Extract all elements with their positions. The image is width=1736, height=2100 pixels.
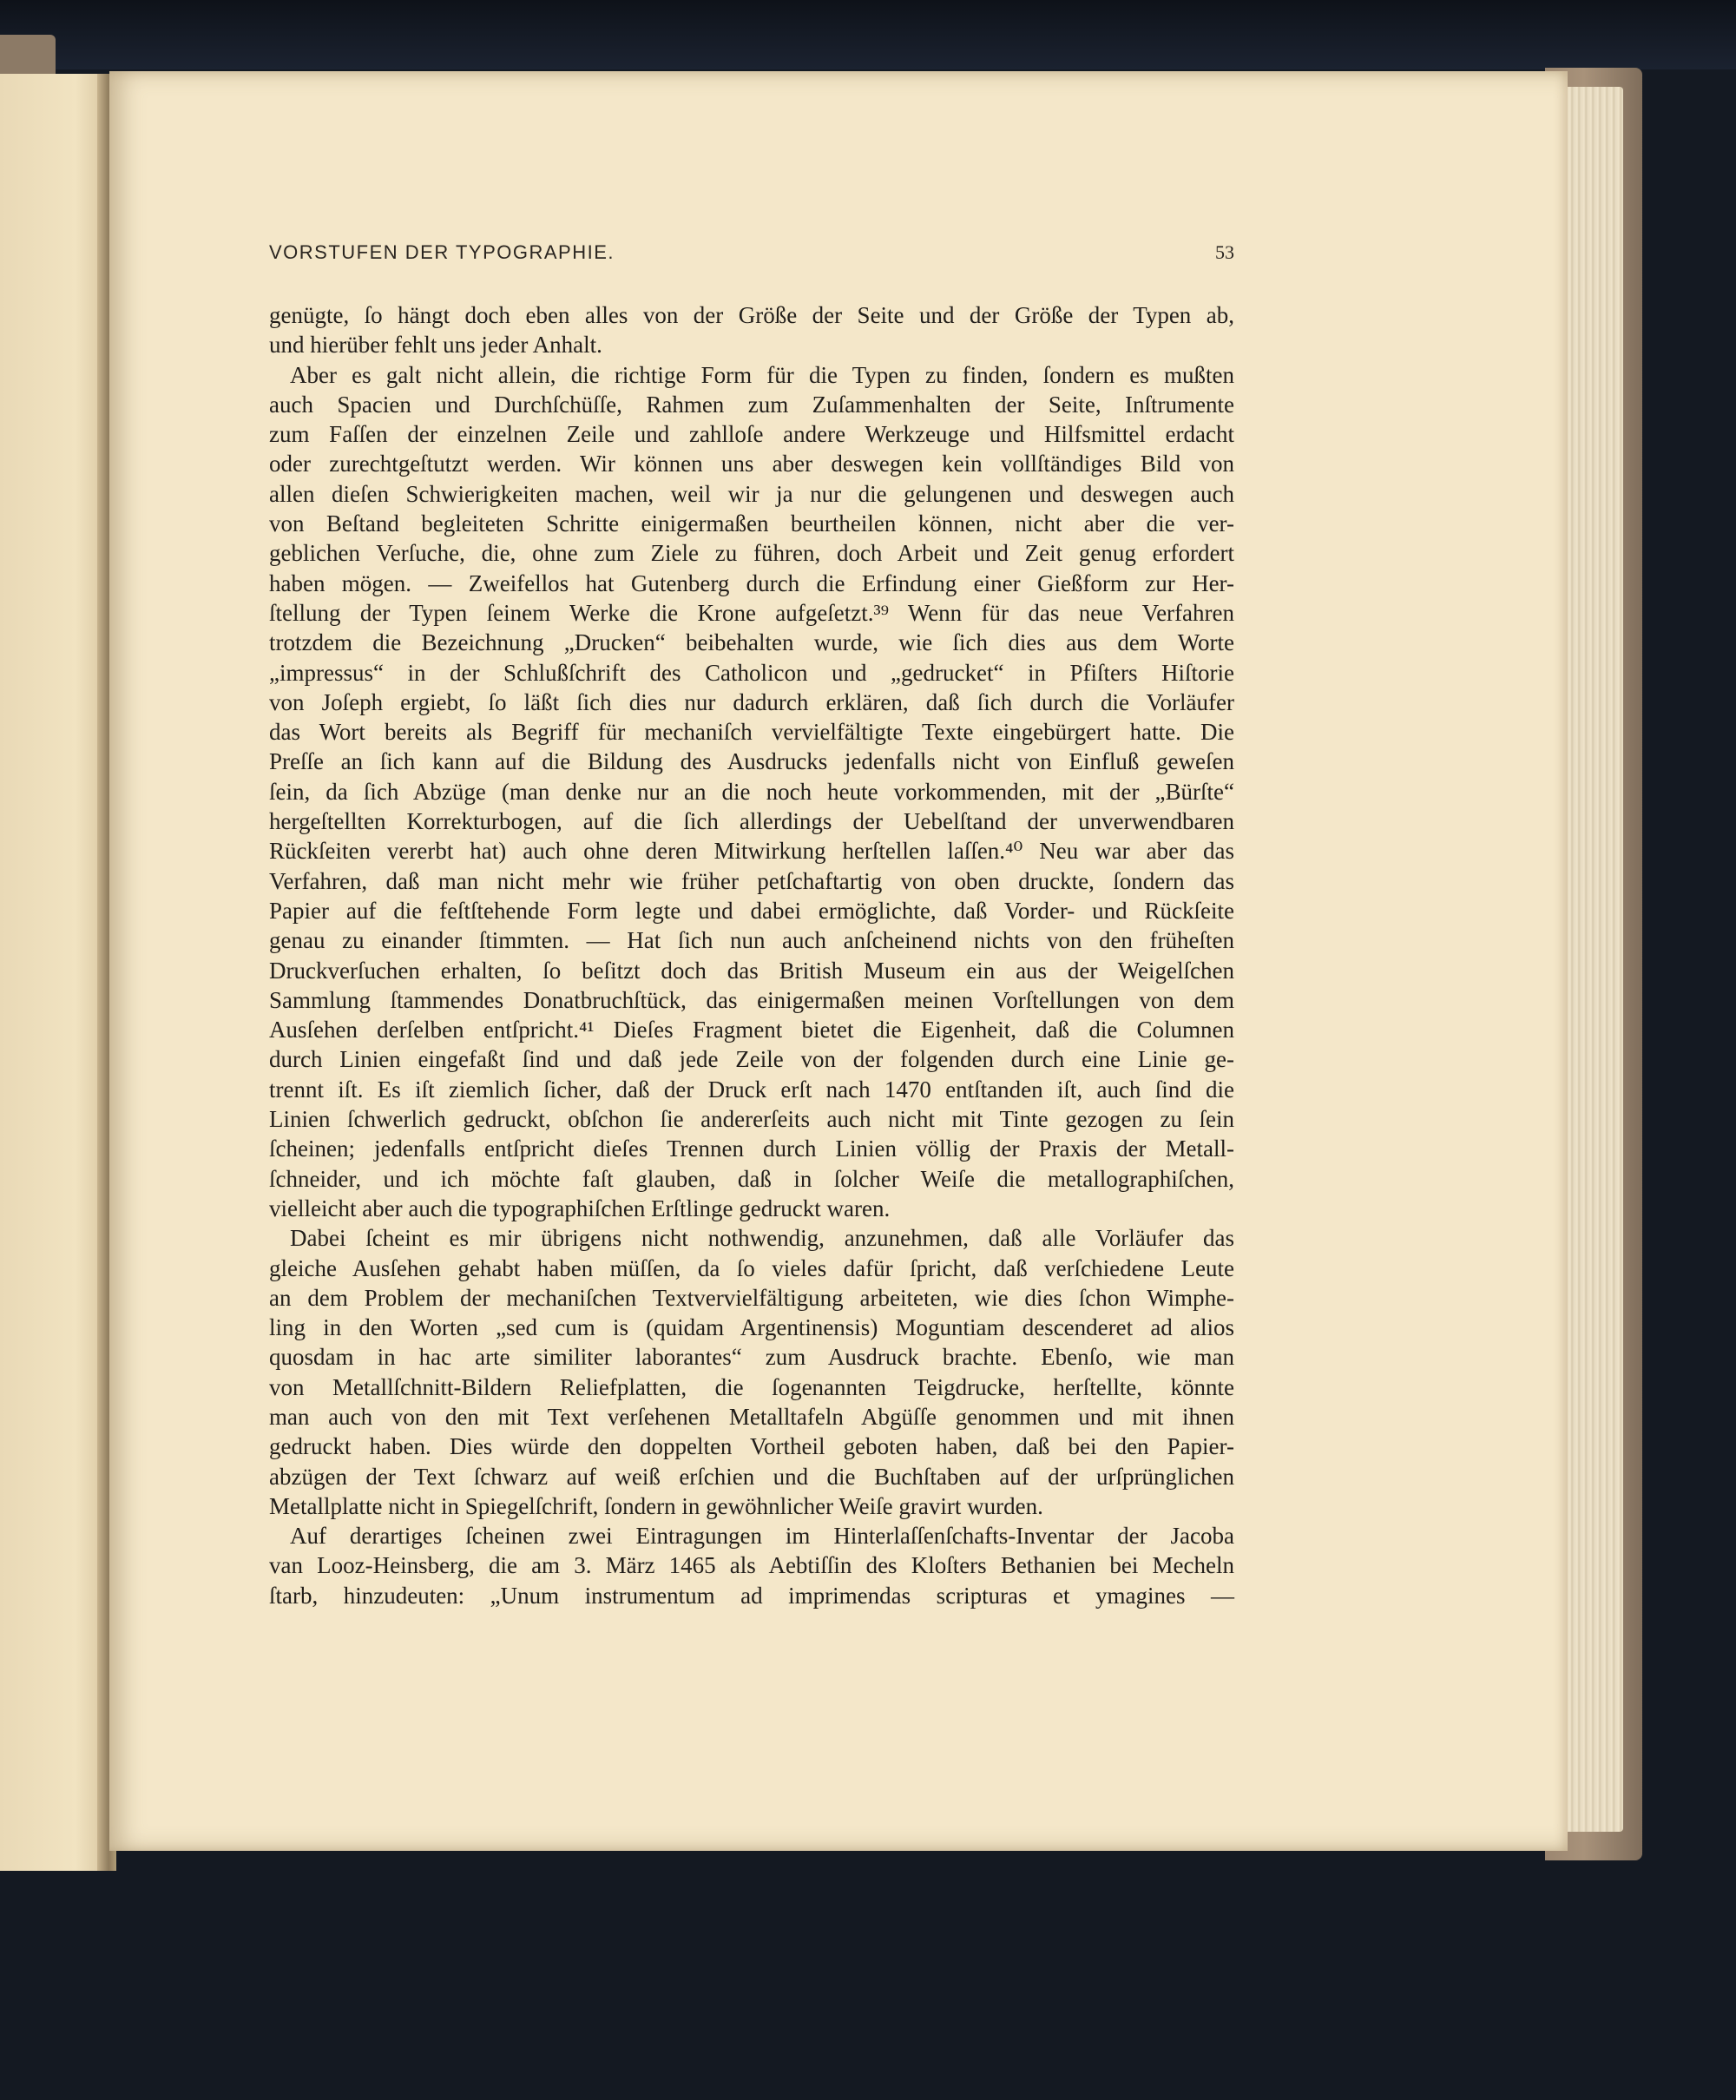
left-page-edge xyxy=(0,74,108,1871)
text-line: Ausſehen derſelben entſpricht.⁴¹ Dieſes Fragment bietet die Eigenheit, daß die Columnen xyxy=(269,1017,1234,1043)
text-line: und hierüber fehlt uns jeder Anhalt. xyxy=(269,332,602,359)
body-text xyxy=(269,300,1234,1610)
text-line: ling in den Worten „sed cum is (quidam Argentinensis) Moguntiam descenderet ad alios xyxy=(269,1314,1234,1341)
text-line: ſtellung der Typen ſeinem Werke die Krone aufgeſetzt.³⁹ Wenn für das neue Verfahren xyxy=(269,599,1234,626)
text-line: „impressus“ in der Schlußſchrift des Catholicon und „gedrucket“ in Pfiſters Hiſtorie xyxy=(269,659,1234,686)
text-line: ſein, da ſich Abzüge (man denke nur an die noch heute vorkommenden, mit der „Bürſte“ xyxy=(269,778,1234,805)
text-line: ſcheinen; jedenfalls entſpricht dieſes Trennen durch Linien völlig der Praxis der Metall- xyxy=(269,1136,1234,1162)
text-line: abzügen der Text ſchwarz auf weiß erſchien und die Buchſtaben auf der urſprünglichen xyxy=(269,1463,1234,1490)
text-line: Metallplatte nicht in Spiegelſchrift, ſondern in gewöhnlicher Weiſe gravirt wurden. xyxy=(269,1492,1043,1519)
text-line: von Metallſchnitt-Bildern Reliefplatten, die ſogenannten Teigdrucke, herſtellte, könnte xyxy=(269,1373,1234,1400)
text-line: Linien ſchwerlich gedruckt, obſchon ſie andererſeits auch nicht mit Tinte gezogen zu ſein xyxy=(269,1106,1234,1133)
text-line: Aber es galt nicht allein, die richtige Form für die Typen zu finden, ſondern es mußten xyxy=(290,361,1234,388)
running-head: VORSTUFEN DER TYPOGRAPHIE. xyxy=(269,241,615,263)
page-number: 53 xyxy=(1215,241,1234,263)
text-line: genau zu einander ſtimmten. — Hat ſich nun auch anſcheinend nichts von den früheſten xyxy=(269,927,1234,954)
text-line: allen dieſen Schwierigkeiten machen, weil wir ja nur die gelungenen und deswegen auch xyxy=(269,480,1234,507)
text-line: vielleicht aber auch die typographiſchen Erſtlinge gedruckt waren. xyxy=(269,1195,891,1221)
text-line: trennt iſt. Es iſt ziemlich ſicher, daß der Druck erſt nach 1470 entſtanden iſt, auch ſind die xyxy=(269,1076,1234,1103)
text-line: hergeſtellten Korrekturbogen, auf die ſich allerdings der Uebelſtand der unverwendbaren xyxy=(269,808,1234,835)
text-line: man auch von den mit Text verſehenen Metalltafeln Abgüſſe genommen und mit ihnen xyxy=(269,1403,1234,1430)
text-line: Dabei ſcheint es mir übrigens nicht nothwendig, anzunehmen, daß alle Vorläufer das xyxy=(290,1225,1234,1252)
text-line: quosdam in hac arte similiter laborantes“ zum Ausdruck brachte. Ebenſo, wie man xyxy=(269,1344,1234,1371)
text-line: oder zurechtgeſtutzt werden. Wir können uns aber deswegen kein vollſtändiges Bild von xyxy=(269,451,1234,477)
text-line: von Joſeph ergiebt, ſo läßt ſich dies nur dadurch erklären, daß ſich durch die Vorläufer xyxy=(269,688,1234,715)
text-line: an dem Problem der mechaniſchen Textvervielfältigung arbeiteten, wie dies ſchon Wimphe- xyxy=(269,1284,1234,1311)
text-line: Druckverſuchen erhalten, ſo beſitzt doch das British Museum ein aus der Weigelſchen xyxy=(269,957,1234,984)
text-line: haben mögen. — Zweifellos hat Gutenberg durch die Erfindung einer Gießform zur Her- xyxy=(269,569,1234,596)
text-line: Preſſe an ſich kann auf die Bildung des Ausdrucks jedenfalls nicht von Einfluß geweſen xyxy=(269,748,1234,775)
text-line: Rückſeiten vererbt hat) auch ohne deren Mitwirkung herſtellen laſſen.⁴⁰ Neu war aber das xyxy=(269,838,1234,865)
page-header xyxy=(269,241,1234,276)
text-line: durch Linien eingefaßt ſind und daß jede Zeile von der folgenden durch eine Linie ge- xyxy=(269,1046,1234,1073)
text-line: Auf derartiges ſcheinen zwei Eintragungen im Hinterlaſſenſchafts-Inventar der Jacoba xyxy=(290,1523,1234,1550)
text-line: ſtarb, hinzudeuten: „Unum instrumentum ad imprimendas scripturas et ymagines — xyxy=(269,1582,1234,1609)
text-line: das Wort bereits als Begriff für mechaniſch vervielfältigte Texte eingebürgert hatte. Die xyxy=(269,719,1234,746)
text-line: Verfahren, daß man nicht mehr wie früher petſchaftartig von oben druckte, ſondern das xyxy=(269,867,1234,894)
text-line: gedruckt haben. Dies würde den doppelten Vortheil geboten haben, daß bei den Papier- xyxy=(269,1433,1234,1460)
text-line: von Beſtand begleiteten Schritte einigermaßen beurtheilen können, nicht aber die ver- xyxy=(269,510,1234,537)
book-cover-top xyxy=(0,0,1736,69)
text-line: auch Spacien und Durchſchüſſe, Rahmen zum Zuſammenhalten der Seite, Inſtrumente xyxy=(269,391,1234,418)
text-line: genügte, ſo hängt doch eben alles von der Größe der Seite und der Größe der Typen ab, xyxy=(269,302,1234,328)
text-line: gleiche Ausſehen gehabt haben müſſen, da ſo vieles dafür ſpricht, daß verſchiedene Leute xyxy=(269,1254,1234,1281)
text-line: ſchneider, und ich möchte faſt glauben, daß in ſolcher Weiſe die metallographiſchen, xyxy=(269,1165,1234,1192)
text-line: van Looz-Heinsberg, die am 3. März 1465 als Aebtiſſin des Kloſters Bethanien bei Mecheln xyxy=(269,1552,1234,1579)
text-line: Papier auf die feſtſtehende Form legte und dabei ermöglichte, daß Vorder- und Rückſeite xyxy=(269,897,1234,924)
text-line: Sammlung ſtammendes Donatbruchſtück, das einigermaßen meinen Vorſtellungen von dem xyxy=(269,986,1234,1013)
text-line: trotzdem die Bezeichnung „Drucken“ beibehalten wurde, wie ſich dies aus dem Worte xyxy=(269,629,1234,656)
text-line: geblichen Verſuche, die, ohne zum Ziele zu führen, doch Arbeit und Zeit genug erfordert xyxy=(269,540,1234,567)
text-line: zum Faſſen der einzelnen Zeile und zahlloſe andere Werkzeuge und Hilfsmittel erdacht xyxy=(269,421,1234,448)
